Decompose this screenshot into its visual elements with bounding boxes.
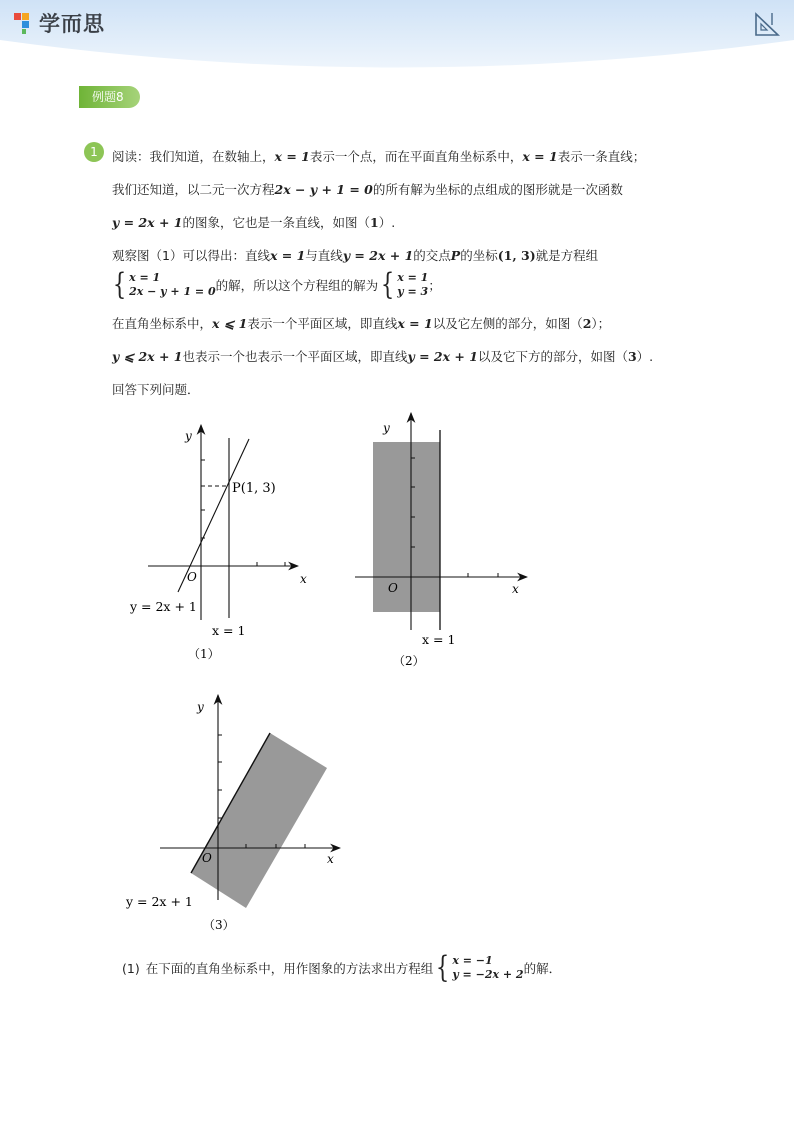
fig1-vline-label: x = 1 xyxy=(212,623,246,638)
text-line-5: { x = 1 2x − y + 1 = 0 的解，所以这个方程组的解为 { x = 1 y = 3 ； xyxy=(110,271,441,299)
fig2-y-label: y xyxy=(383,421,390,435)
ruler-triangle-icon xyxy=(754,11,780,41)
header-band xyxy=(0,0,794,70)
text-line-3: y = 2x + 1的图象，它也是一条直线，如图（1）. xyxy=(112,215,396,230)
text-line-1: 阅读：我们知道，在数轴上，x = 1表示一个点，而在平面直角坐标系中，x = 1表示一条直线； xyxy=(112,149,646,164)
sub-question-1: (1) 在下面的直角坐标系中，用作图象的方法求出方程组 { x = −1 y = −2x + 2 的解． xyxy=(122,950,562,985)
header-background xyxy=(0,0,794,70)
brand-logo xyxy=(14,8,105,38)
figure-1 xyxy=(129,425,307,661)
fig1-point-label: P(1, 3) xyxy=(232,481,276,496)
fig1-origin-label: O xyxy=(187,570,197,584)
question-number-badge: 1 xyxy=(84,142,104,162)
equation-system-1: { x = 1 2x − y + 1 = 0 xyxy=(112,267,216,302)
sub-question-label: (1) xyxy=(122,960,140,976)
figure-2 xyxy=(355,413,527,668)
fig1-caption: （1） xyxy=(188,647,220,661)
text-line-6: 在直角坐标系中，x ⩽ 1表示一个平面区域，即直线x = 1以及它左侧的部分，如图（2）； xyxy=(112,316,611,331)
fig2-vline-label: x = 1 xyxy=(422,632,456,647)
brand-name: 学而思 xyxy=(39,12,105,36)
fig2-caption: （2） xyxy=(393,654,425,668)
figures-canvas xyxy=(0,400,794,960)
equation-system-2: { x = 1 y = 3 xyxy=(381,267,429,302)
brand-mark-icon xyxy=(14,11,34,35)
text-line-7: y ⩽ 2x + 1也表示一个也表示一个平面区域，即直线y = 2x + 1以及它下方的部分，如图（3）. xyxy=(112,349,654,364)
fig1-ticks xyxy=(201,460,285,566)
fig1-line-label: y = 2x + 1 xyxy=(130,599,197,614)
fig3-y-label: y xyxy=(197,700,204,714)
figure-3 xyxy=(125,695,340,932)
fig2-x-label: x xyxy=(512,582,519,596)
fig3-shaded-region xyxy=(191,733,327,908)
text-line-2: 我们还知道，以二元一次方程2x − y + 1 = 0的所有解为坐标的点组成的图形就是一次函数 xyxy=(112,182,623,197)
fig1-y-label: y xyxy=(185,429,192,443)
fig2-origin-label: O xyxy=(388,581,398,595)
fig3-x-label: x xyxy=(327,852,334,866)
fig2-shaded-region xyxy=(373,442,440,612)
text-line-4: 观察图（1）可以得出：直线x = 1与直线y = 2x + 1的交点P的坐标(1, 3)就是方程组 xyxy=(112,248,599,263)
example-tag: 例题8 xyxy=(79,86,140,108)
text-line-8: 回答下列问题． xyxy=(112,382,200,397)
fig1-x-label: x xyxy=(300,572,307,586)
fig3-origin-label: O xyxy=(202,851,212,865)
fig3-line-label: y = 2x + 1 xyxy=(126,894,193,909)
fig3-caption: （3） xyxy=(203,918,235,932)
equation-system-3: { x = −1 y = −2x + 2 xyxy=(436,950,524,985)
